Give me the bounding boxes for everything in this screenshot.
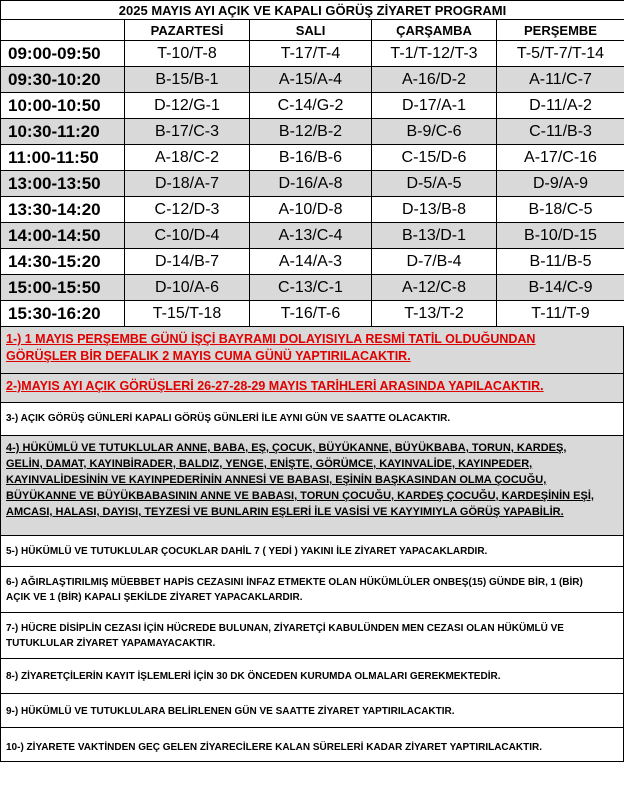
- note-2: 2-)MAYIS AYI AÇIK GÖRÜŞLERİ 26-27-28-29 MAYIS TARİHLERİ ARASINDA YAPILACAKTIR.: [0, 374, 624, 403]
- ward-assignment-cell: A-18/C-2: [125, 145, 250, 171]
- schedule-row: [1, 197, 624, 223]
- time-slot: 13:30-14:20: [1, 197, 125, 223]
- time-slot: 14:00-14:50: [1, 223, 125, 249]
- ward-assignment-cell: B-14/C-9: [497, 275, 624, 301]
- ward-assignment-cell: A-11/C-7: [497, 67, 624, 93]
- ward-assignment-cell: C-11/B-3: [497, 119, 624, 145]
- ward-assignment-cell: B-10/D-15: [497, 223, 624, 249]
- time-slot: 15:30-16:20: [1, 301, 125, 327]
- ward-assignment-cell: D-14/B-7: [125, 249, 250, 275]
- ward-assignment-cell: T-11/T-9: [497, 301, 624, 327]
- ward-assignment-cell: B-12/B-2: [250, 119, 372, 145]
- ward-assignment-cell: B-15/B-1: [125, 67, 250, 93]
- ward-assignment-cell: T-13/T-2: [372, 301, 497, 327]
- ward-assignment-cell: B-18/C-5: [497, 197, 624, 223]
- note-6: 6-) AĞIRLAŞTIRILMIŞ MÜEBBET HAPİS CEZASINI İNFAZ ETMEKTE OLAN HÜKÜMLÜLER ONBEŞ(15) GÜNDE BİR, 1 (BİR) AÇIK VE 1 (BİR) KAPALI ŞEKİLDE ZİYARET YAPACAKLARDIR.: [0, 567, 624, 613]
- ward-assignment-cell: C-13/C-1: [250, 275, 372, 301]
- schedule-row: [1, 301, 624, 327]
- schedule-row: [1, 67, 624, 93]
- schedule-row: [1, 41, 624, 67]
- ward-assignment-cell: B-11/B-5: [497, 249, 624, 275]
- ward-assignment-cell: A-15/A-4: [250, 67, 372, 93]
- note-3: 3-) AÇIK GÖRÜŞ GÜNLERİ KAPALI GÖRÜŞ GÜNLERİ İLE AYNI GÜN VE SAATTE OLACAKTIR.: [0, 403, 624, 436]
- note-10: 10-) ZİYARETE VAKTİNDEN GEÇ GELEN ZİYARECİLERE KALAN SÜRELERİ KADAR ZİYARET YAPTIRILACAKTIR.: [0, 728, 624, 762]
- ward-assignment-cell: A-14/A-3: [250, 249, 372, 275]
- corner-cell: [1, 20, 125, 41]
- schedule-row: [1, 93, 624, 119]
- schedule-row: [1, 145, 624, 171]
- schedule-row: [1, 249, 624, 275]
- time-slot: 13:00-13:50: [1, 171, 125, 197]
- note-7: 7-) HÜCRE DİSİPLİN CEZASI İÇİN HÜCREDE BULUNAN, ZİYARETÇİ KABULÜNDEN MEN CEZASI OLAN HÜKÜMLÜ VE TUTUKLULAR ZİYARET YAPAMAYACAKTIR.: [0, 613, 624, 659]
- schedule-row: [1, 275, 624, 301]
- ward-assignment-cell: T-10/T-8: [125, 41, 250, 67]
- ward-assignment-cell: D-18/A-7: [125, 171, 250, 197]
- ward-assignment-cell: A-10/D-8: [250, 197, 372, 223]
- time-slot: 15:00-15:50: [1, 275, 125, 301]
- ward-assignment-cell: A-12/C-8: [372, 275, 497, 301]
- ward-assignment-cell: D-9/A-9: [497, 171, 624, 197]
- ward-assignment-cell: C-10/D-4: [125, 223, 250, 249]
- schedule-table: [0, 0, 624, 327]
- note-8: 8-) ZİYARETÇİLERİN KAYIT İŞLEMLERİ İÇİN 30 DK ÖNCEDEN KURUMDA OLMALARI GEREKMEKTEDİR.: [0, 659, 624, 694]
- schedule-row: [1, 119, 624, 145]
- time-slot: 14:30-15:20: [1, 249, 125, 275]
- ward-assignment-cell: D-10/A-6: [125, 275, 250, 301]
- time-slot: 09:30-10:20: [1, 67, 125, 93]
- time-slot: 11:00-11:50: [1, 145, 125, 171]
- header-row: [1, 20, 624, 41]
- schedule-row: [1, 171, 624, 197]
- ward-assignment-cell: B-17/C-3: [125, 119, 250, 145]
- day-header: ÇARŞAMBA: [372, 20, 497, 41]
- notes-section: [0, 327, 624, 762]
- ward-assignment-cell: D-7/B-4: [372, 249, 497, 275]
- ward-assignment-cell: D-16/A-8: [250, 171, 372, 197]
- page-title: 2025 MAYIS AYI AÇIK VE KAPALI GÖRÜŞ ZİYARET PROGRAMI: [1, 1, 624, 20]
- ward-assignment-cell: D-12/G-1: [125, 93, 250, 119]
- ward-assignment-cell: D-11/A-2: [497, 93, 624, 119]
- time-slot: 09:00-09:50: [1, 41, 125, 67]
- ward-assignment-cell: C-15/D-6: [372, 145, 497, 171]
- ward-assignment-cell: T-5/T-7/T-14: [497, 41, 624, 67]
- day-header: PERŞEMBE: [497, 20, 624, 41]
- schedule-row: [1, 223, 624, 249]
- ward-assignment-cell: B-9/C-6: [372, 119, 497, 145]
- day-header: SALI: [250, 20, 372, 41]
- ward-assignment-cell: A-13/C-4: [250, 223, 372, 249]
- ward-assignment-cell: T-15/T-18: [125, 301, 250, 327]
- day-header: PAZARTESİ: [125, 20, 250, 41]
- ward-assignment-cell: T-17/T-4: [250, 41, 372, 67]
- ward-assignment-cell: T-1/T-12/T-3: [372, 41, 497, 67]
- ward-assignment-cell: B-13/D-1: [372, 223, 497, 249]
- ward-assignment-cell: A-17/C-16: [497, 145, 624, 171]
- note-9: 9-) HÜKÜMLÜ VE TUTUKLULARA BELİRLENEN GÜN VE SAATTE ZİYARET YAPTIRILACAKTIR.: [0, 694, 624, 728]
- note-4: 4-) HÜKÜMLÜ VE TUTUKLULAR ANNE, BABA, EŞ, ÇOCUK, BÜYÜKANNE, BÜYÜKBABA, TORUN, KARDEŞ, GELİN, DAMAT, KAYINBİRADER, BALDIZ, YENGE, ENİŞTE, GÖRÜMCE, KAYINVALİDE, KAYINPEDER, KAYINVALİDESİNİN VE KAYINPEDERİNİN ANNESİ VE BABASI, EŞİNİN BAŞKASINDAN OLMA ÇOCUĞU, BÜYÜKANNE VE BÜYÜKBABASININ ANNE VE BABASI, TORUN ÇOCUĞU, KARDEŞ ÇOCUĞU, KARDEŞİNİN EŞİ, AMCASI, HALASI, DAYISI, TEYZESİ VE BUNLARIN EŞLERİ İLE VASİSİ VE KAYYIMIYLA GÖRÜŞ YAPABİLİR.: [0, 436, 624, 536]
- ward-assignment-cell: C-14/G-2: [250, 93, 372, 119]
- note-5: 5-) HÜKÜMLÜ VE TUTUKLULAR ÇOCUKLAR DAHİL 7 ( YEDİ ) YAKINI İLE ZİYARET YAPACAKLARDIR.: [0, 536, 624, 567]
- ward-assignment-cell: D-17/A-1: [372, 93, 497, 119]
- ward-assignment-cell: D-13/B-8: [372, 197, 497, 223]
- ward-assignment-cell: B-16/B-6: [250, 145, 372, 171]
- ward-assignment-cell: D-5/A-5: [372, 171, 497, 197]
- time-slot: 10:00-10:50: [1, 93, 125, 119]
- note-1: 1-) 1 MAYIS PERŞEMBE GÜNÜ İŞÇİ BAYRAMI DOLAYISIYLA RESMİ TATİL OLDUĞUNDAN GÖRÜŞLER BİR DEFALIK 2 MAYIS CUMA GÜNÜ YAPTIRILACAKTIR.: [0, 327, 624, 374]
- ward-assignment-cell: C-12/D-3: [125, 197, 250, 223]
- ward-assignment-cell: T-16/T-6: [250, 301, 372, 327]
- time-slot: 10:30-11:20: [1, 119, 125, 145]
- ward-assignment-cell: A-16/D-2: [372, 67, 497, 93]
